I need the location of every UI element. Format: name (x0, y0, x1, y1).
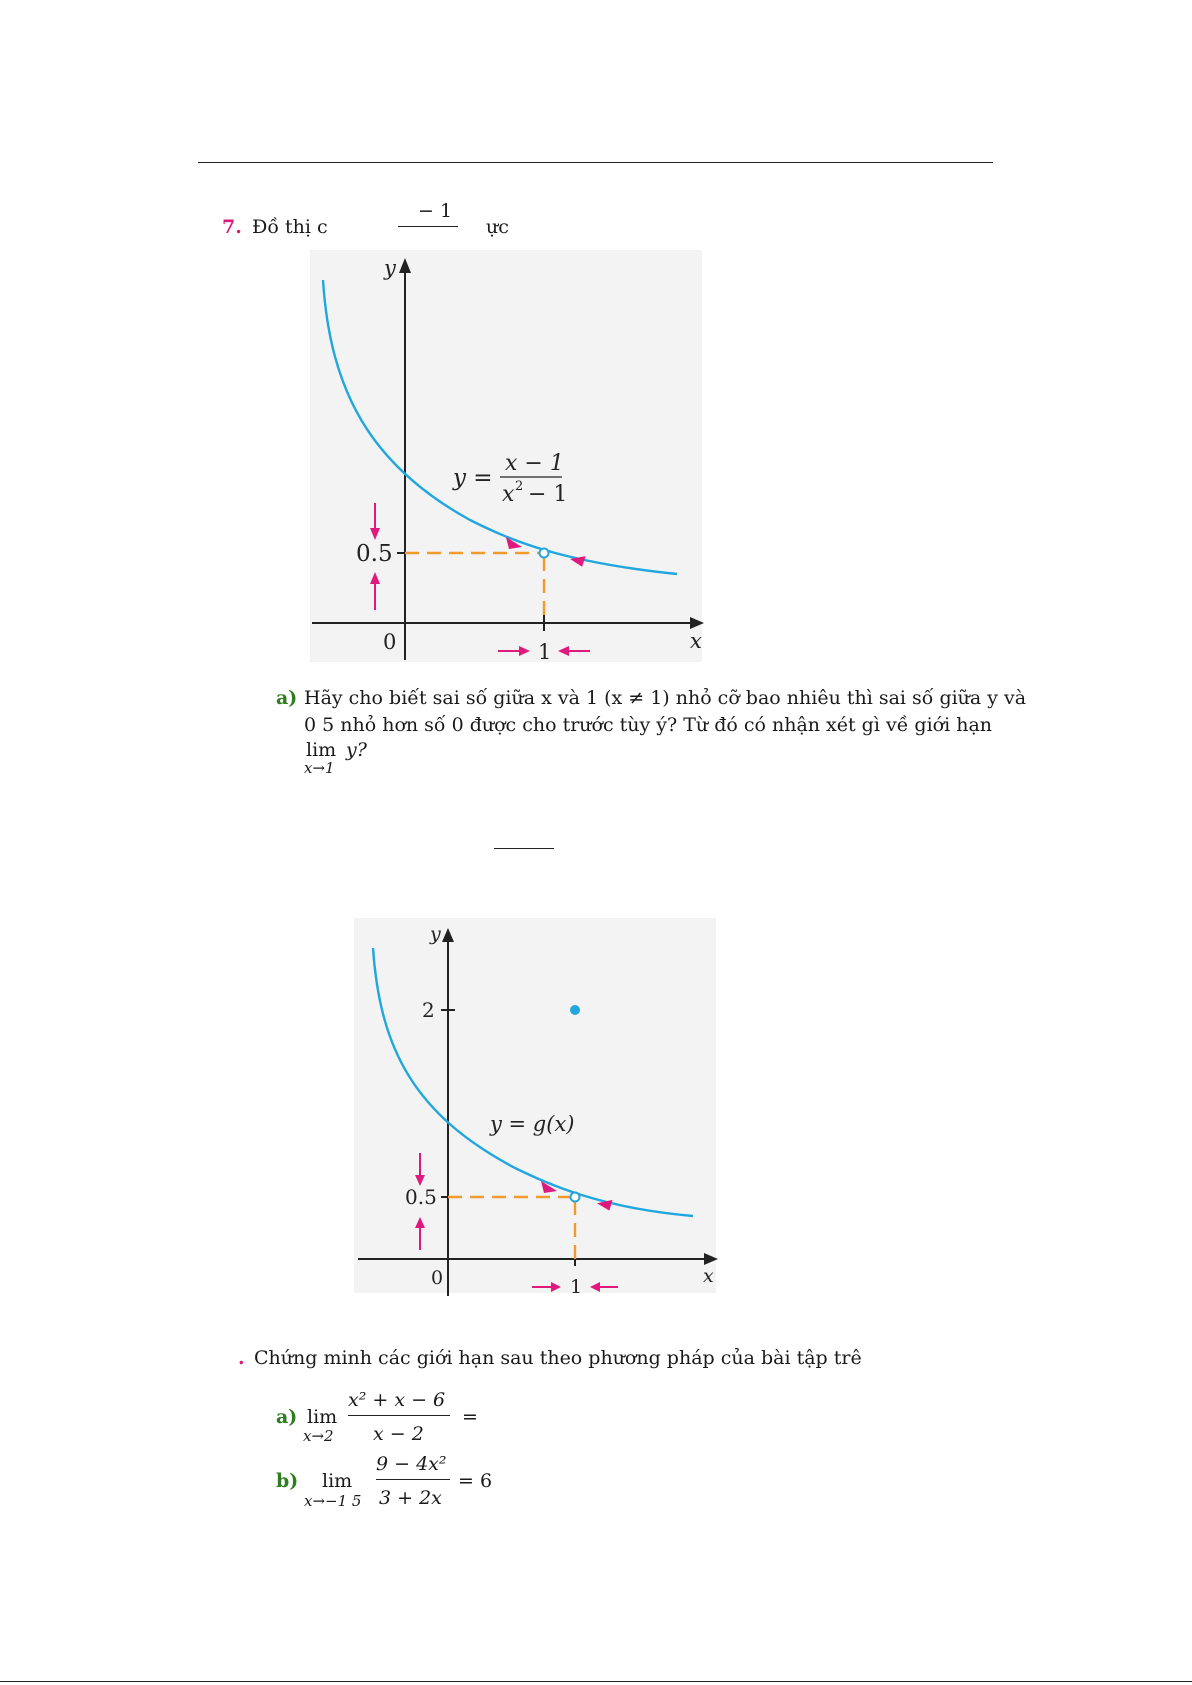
question-a-label: a) (276, 687, 298, 709)
y-axis-label-2: y (430, 923, 441, 945)
equation-denominator-rest: − 1 (528, 482, 568, 507)
question-a-line-1: Hãy cho biết sai số giữa x và 1 (x ≠ 1) nhỏ cỡ bao nhiêu thì sai số giữa y và (304, 687, 1027, 709)
item-b-label: b) (276, 1470, 299, 1492)
y-tick-label: 0.5 (356, 541, 393, 567)
x-axis-label: x (690, 629, 702, 653)
exercise-intro-text-end: ực (486, 216, 509, 238)
item-a-lim-subscript: x→2 (303, 1427, 334, 1445)
item-b-rhs: = 6 (458, 1470, 493, 1492)
question-a-lim: lim (306, 739, 337, 761)
item-b-denominator: 3 + 2x (379, 1487, 442, 1509)
open-circle-hole-2 (571, 1193, 580, 1202)
figure-2-background (354, 918, 716, 1293)
equation-denominator-x: x (502, 482, 515, 507)
x-tick-label-2: 1 (570, 1276, 583, 1298)
item-a-numerator: x² + x − 6 (348, 1389, 446, 1411)
footer-rule (0, 1681, 1192, 1682)
item-b-fraction-bar (376, 1479, 450, 1480)
item-b-lim: lim (322, 1470, 353, 1492)
exercise-intro-fraction-numerator: − 1 (418, 200, 453, 222)
question-a-lim-subscript: x→1 (304, 759, 335, 777)
y-tick-2-label: 2 (422, 998, 435, 1022)
item-b-lim-subscript: x→−1 5 (304, 1492, 362, 1510)
origin-label: 0 (383, 630, 397, 654)
equation-lhs: y = (453, 465, 493, 491)
exercise-number: 7. (222, 216, 242, 238)
y-axis-label: y (384, 256, 396, 280)
question-a-line-2: 0 5 nhỏ hơn số 0 được cho trước tùy ý? Từ đó có nhận xét gì về giới hạn (304, 714, 993, 736)
equation-numerator: x − 1 (505, 451, 564, 476)
origin-label-2: 0 (431, 1267, 444, 1289)
item-a-label: a) (276, 1406, 298, 1428)
item-a-rhs: = (462, 1406, 478, 1428)
isolated-point (570, 1005, 580, 1015)
item-a-fraction-bar (348, 1415, 450, 1416)
x-axis-label-2: x (703, 1265, 714, 1287)
exercise-8-text: Chứng minh các giới hạn sau theo phương pháp của bài tập trê (254, 1347, 862, 1369)
item-a-lim: lim (307, 1406, 338, 1428)
equation-g: y = g(x) (490, 1112, 575, 1136)
item-b-numerator: 9 − 4x² (376, 1453, 447, 1475)
equation-denominator-exponent: 2 (515, 479, 524, 494)
x-tick-label: 1 (538, 640, 552, 664)
item-a-denominator: x − 2 (373, 1423, 424, 1445)
exercise-8-number: . (238, 1347, 245, 1369)
y-tick-05-label: 0.5 (405, 1185, 437, 1209)
question-a-lim-expression: y? (346, 739, 367, 761)
exercise-intro-text: Đồ thị c (252, 216, 328, 238)
